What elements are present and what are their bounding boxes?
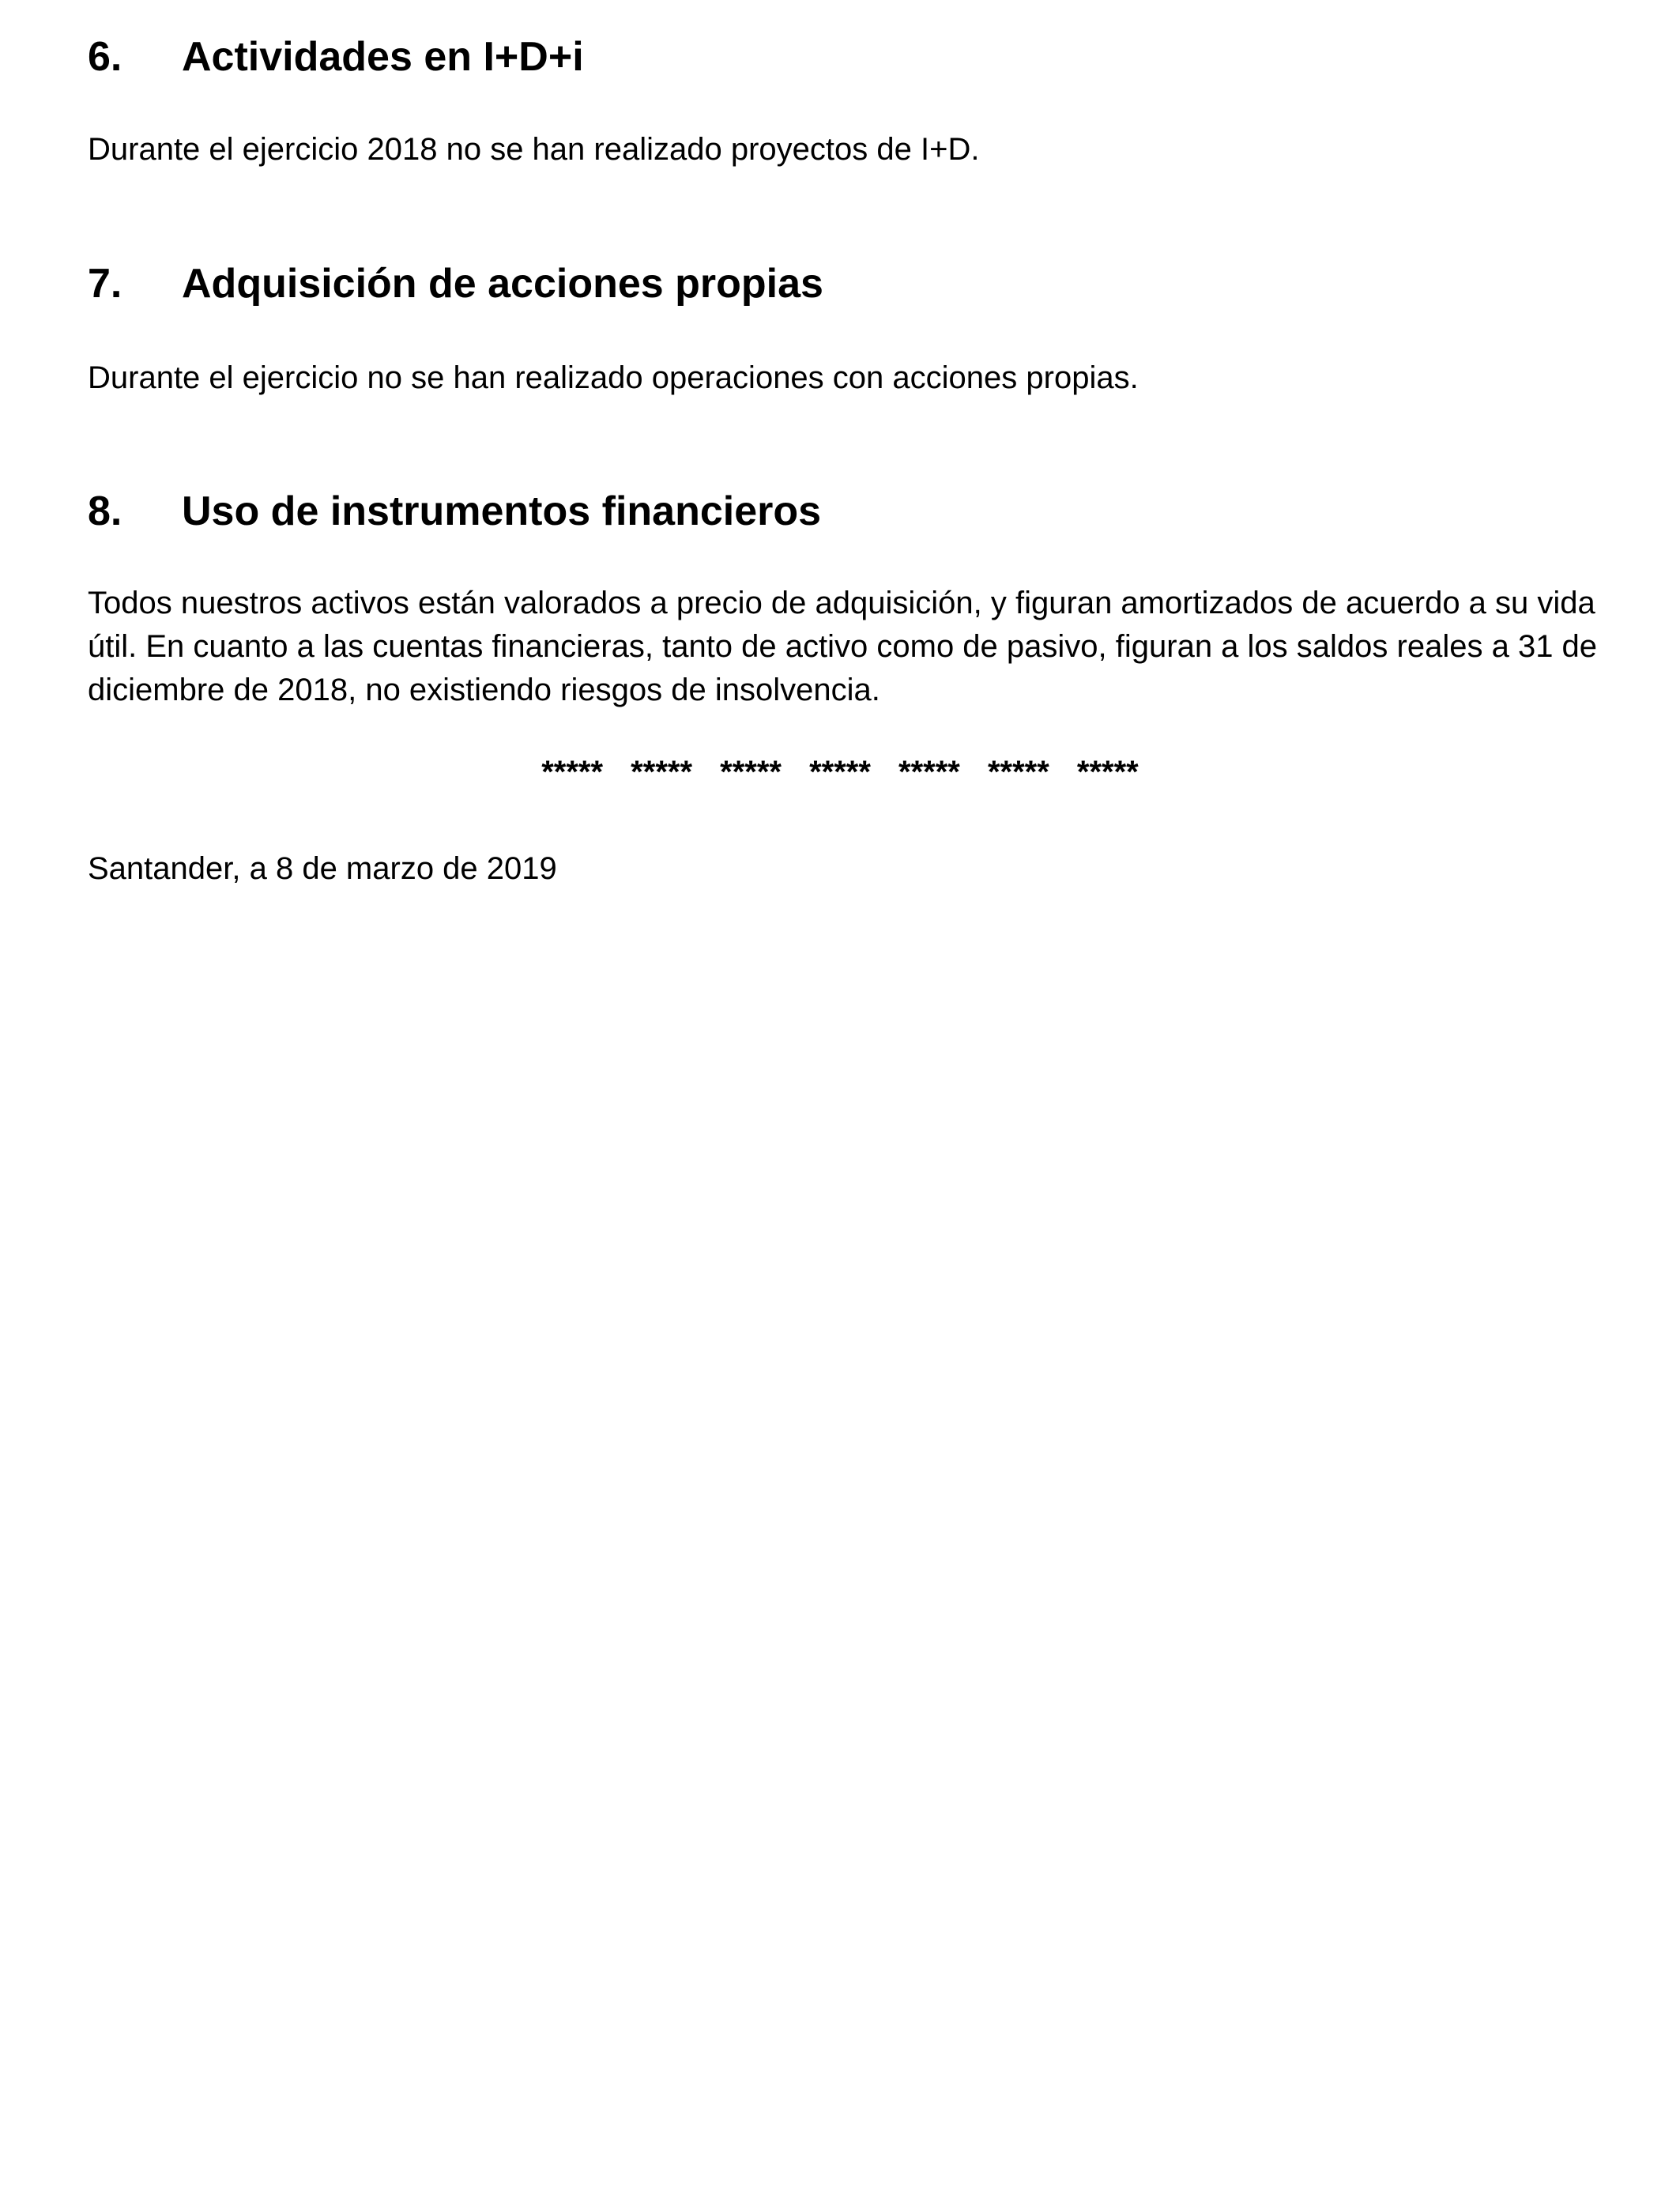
section-body-8: Todos nuestros activos están valorados a precio de adquisición, y figuran amortizados de acuerdo a su vida útil. En cuanto a las cuentas financieras, tanto de activo como de pasivo, figuran a los saldos reales a 31 de diciembre de 2018, no existiendo riesgos de insolvencia. (88, 586, 1598, 707)
section-body-7: Durante el ejercicio no se han realizado operaciones con acciones propias. (88, 360, 1139, 395)
section-number: 8. (88, 488, 122, 534)
asterisk-separator: ***** ***** ***** ***** ***** ***** ***** (541, 755, 1139, 790)
section-title: Adquisición de acciones propias (182, 261, 823, 307)
section-heading-8 (88, 489, 821, 534)
section-title: Uso de instrumentos financieros (182, 488, 822, 534)
place-date-line: Santander, a 8 de marzo de 2019 (88, 851, 557, 886)
section-number: 6. (88, 34, 122, 80)
section-heading-7 (88, 262, 823, 307)
section-body-6: Durante el ejercicio 2018 no se han realizado proyectos de I+D. (88, 132, 980, 167)
section-title: Actividades en I+D+i (182, 34, 584, 80)
section-number: 7. (88, 261, 122, 307)
section-heading-6 (88, 35, 584, 80)
